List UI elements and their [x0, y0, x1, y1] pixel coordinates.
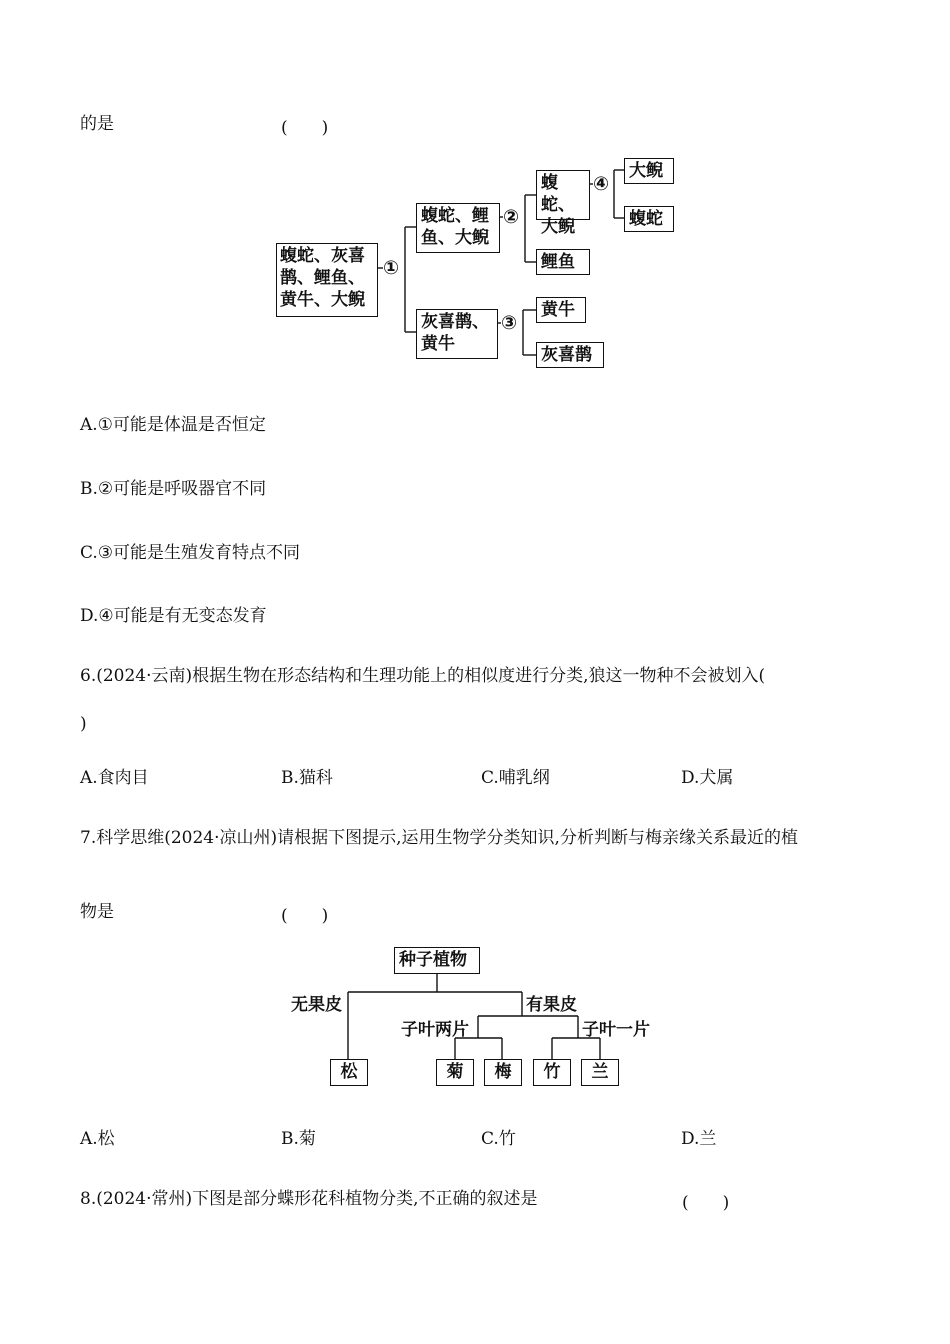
q5-leaf-huangniu: 黄牛 [536, 297, 586, 323]
q7-leaf-song: 松 [330, 1059, 368, 1086]
q7-label-no-pericarp: 无果皮 [291, 995, 342, 1015]
q7-option-a: A.松 [80, 1129, 115, 1149]
q5-option-d: D.④可能是有无变态发育 [80, 606, 267, 626]
q7-option-b: B.菊 [281, 1129, 316, 1149]
q8-answer-paren: ( ) [682, 1193, 730, 1213]
q5-node-b-line-1: 蝮蛇、 [541, 173, 575, 215]
q5-node-b-line-2: 大鲵 [541, 217, 575, 237]
q5-node-c-line-2: 黄牛 [421, 334, 455, 354]
q7-leaf-zhu: 竹 [533, 1059, 571, 1086]
q7-leaf-mei: 梅 [484, 1059, 522, 1086]
q7-option-d: D.兰 [681, 1129, 717, 1149]
q5-option-c: C.③可能是生殖发育特点不同 [80, 543, 301, 563]
q5-mark-4: ④ [593, 173, 610, 195]
q7-stem-cont: 物是 [80, 902, 114, 922]
q5-leaf-fushe: 蝮蛇 [624, 206, 674, 232]
q7-label-two-cotyledons: 子叶两片 [401, 1020, 469, 1040]
q5-option-a: A.①可能是体温是否恒定 [80, 415, 266, 435]
q7-option-c: C.竹 [481, 1129, 516, 1149]
q5-leaf-liyu: 鲤鱼 [536, 249, 590, 275]
q7-leaf-ju: 菊 [436, 1059, 474, 1086]
q5-mark-1: ① [383, 257, 400, 279]
q5-leaf-dani: 大鲵 [624, 158, 674, 184]
q7-leaf-lan: 兰 [581, 1059, 619, 1086]
q6-option-b: B.猫科 [281, 768, 333, 788]
q5-root-line-1: 蝮蛇、灰喜 [280, 246, 365, 266]
q5-root-line-2: 鹊、鲤鱼、 [280, 268, 365, 288]
q5-root-line-3: 黄牛、大鲵 [280, 290, 365, 310]
q6-stem: 6.(2024·云南)根据生物在形态结构和生理功能上的相似度进行分类,狼这一物种不会被划入( [80, 666, 766, 686]
q6-option-c: C.哺乳纲 [481, 768, 550, 788]
q5-option-b: B.②可能是呼吸器官不同 [80, 479, 267, 499]
q5-node-a-line-1: 蝮蛇、鲤 [421, 206, 489, 226]
q8-stem: 8.(2024·常州)下图是部分蝶形花科植物分类,不正确的叙述是 [80, 1189, 538, 1209]
q7-answer-paren: ( ) [281, 906, 329, 926]
q5-stem-tail: 的是 [80, 114, 114, 134]
q5-leaf-huixique: 灰喜鹊 [536, 342, 604, 368]
q5-answer-paren: ( ) [281, 118, 329, 138]
q5-node-c-line-1: 灰喜鹊、 [421, 312, 489, 332]
q7-root-node: 种子植物 [394, 947, 480, 974]
q7-stem: 7.科学思维(2024·凉山州)请根据下图提示,运用生物学分类知识,分析判断与梅亲缘关系最近的植 [80, 828, 798, 848]
q6-stem-cont: ) [80, 714, 87, 734]
q5-mark-2: ② [503, 206, 520, 228]
q5-node-a-line-2: 鱼、大鲵 [421, 228, 489, 248]
q7-label-one-cotyledon: 子叶一片 [582, 1020, 650, 1040]
q5-mark-3: ③ [501, 312, 518, 334]
q6-option-a: A.食肉目 [80, 768, 149, 788]
q7-label-has-pericarp: 有果皮 [526, 995, 577, 1015]
q6-option-d: D.犬属 [681, 768, 734, 788]
